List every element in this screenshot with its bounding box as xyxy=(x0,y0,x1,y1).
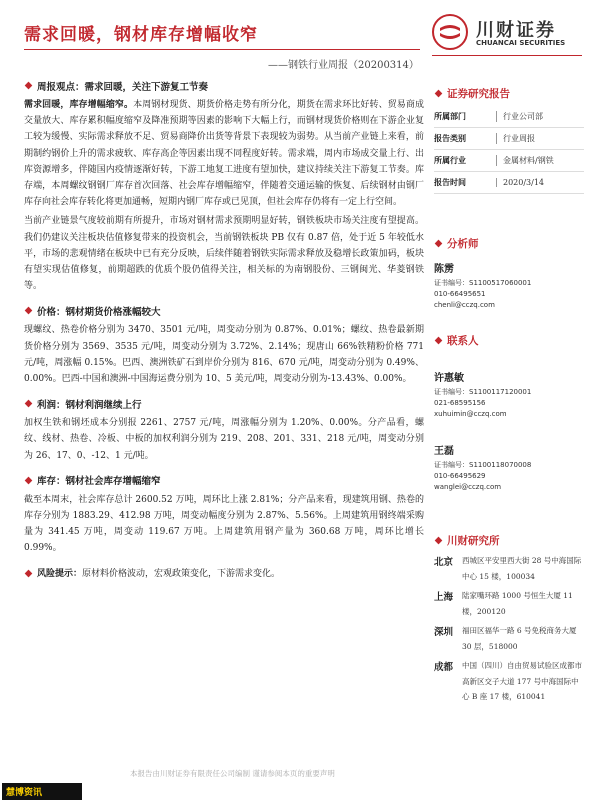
contact-email[interactable]: wanglei@cczq.com xyxy=(434,483,502,491)
office-text: 西城区平安里西大街 28 号中海国际中心 15 楼，100034 xyxy=(462,556,582,581)
inventory-paragraph: 截至本周末，社会库存总计 2600.52 万吨，周环比上涨 2.81%；分产品来看，现建筑用钢、热卷的库存分别为 1883.29、412.98 万吨，周变动幅度分别为 2.87%、5.56%。上周建筑用钢终端采购量为 341.45 万吨，周变动 119.67 万吨。上周建筑用钢产量为 360.68 万吨，周环比增长 0.99%。 xyxy=(24,494,424,554)
report-header xyxy=(0,0,600,90)
section-viewpoint-heading xyxy=(24,78,424,93)
office-address xyxy=(434,623,584,654)
offices-heading xyxy=(434,533,584,547)
office-text: 中国（四川）自由贸易试验区成都市高新区交子大道 177 号中海国际中心 B 座 17 楼，610041 xyxy=(462,661,582,701)
risk-label: 风险提示： xyxy=(37,568,83,579)
contact-name: 许惠敏 xyxy=(434,373,464,384)
logo-divider xyxy=(432,55,582,56)
contact-cert: 证书编号：S1100118070008 xyxy=(434,461,532,469)
contact-cert: 证书编号：S1100117120001 xyxy=(434,388,532,396)
contact-name: 王磊 xyxy=(434,446,454,457)
report-info-heading xyxy=(434,86,584,100)
diamond-bullet-icon xyxy=(24,306,33,315)
viewpoint-paragraph-1 xyxy=(24,97,424,210)
section-viewpoint-title: 周报观点：需求回暖，关注下游复工节奏 xyxy=(37,81,209,93)
logo-mark-icon xyxy=(432,14,468,50)
page-footer: 本报告由川财证券有限责任公司编制 谨请参阅本页的重要声明 xyxy=(130,769,335,778)
section-price-heading xyxy=(24,303,424,318)
report-info-title: 证券研究报告 xyxy=(447,87,510,100)
info-row xyxy=(434,150,584,172)
risk-paragraph xyxy=(24,566,424,582)
contact-card xyxy=(434,442,584,493)
diamond-bullet-icon xyxy=(434,536,443,545)
info-key: 所属行业 xyxy=(434,155,466,165)
main-content xyxy=(24,78,424,585)
analyst-title: 分析师 xyxy=(447,237,479,250)
info-row xyxy=(434,128,584,150)
contacts-heading xyxy=(434,333,584,347)
section-price-title: 价格：钢材期货价格涨幅较大 xyxy=(37,306,161,318)
analyst-card xyxy=(434,260,584,311)
analyst-email[interactable]: chenli@cczq.com xyxy=(434,301,495,309)
office-city: 上海 xyxy=(434,592,454,603)
diamond-bullet-icon xyxy=(24,399,33,408)
company-logo xyxy=(432,14,582,52)
viewpoint-body: 本周钢材现货、期货价格走势有所分化，期货在需求环比好转、贸易商成交量放大、库存累积幅度缩窄及降准预期等因素的影响下大幅上行，而钢材现货价格则在下游企业复工较为缓慢、实际需求释放不足、贸易商降价出货等背景下表现较为弱势。从当前产业链上来看，前期制约钢价上升的需求疲软、库存高企等因素出现不同程度好转。需求端，周内市场成交量上行、出库资源增多，伴随国内疫情逐渐好转，下游工地复工进度有望加快，建议持续关注下游复工节奏。库存端，本周螺纹钢钢厂库存首次回落、社会库存增幅缩窄，伴随着交通运输的恢复、后续钢材由钢厂库存向社会库存转化将更加通畅，短期内钢厂库存或已见顶，但社会库存仍将有一定上行空间。 xyxy=(24,100,424,208)
info-key: 报告类别 xyxy=(434,133,466,143)
risk-text: 原材料价格波动，宏观政策变化，下游需求变化。 xyxy=(82,568,281,579)
office-address xyxy=(434,588,584,619)
diamond-bullet-icon xyxy=(434,89,443,98)
analyst-phone: 010-66495651 xyxy=(434,290,486,298)
diamond-bullet-icon xyxy=(434,336,443,345)
section-profit-heading xyxy=(24,396,424,411)
contact-email[interactable]: xuhuimin@cczq.com xyxy=(434,410,507,418)
contact-card xyxy=(434,369,584,420)
diamond-bullet-icon xyxy=(24,476,33,485)
office-address xyxy=(434,658,584,705)
office-city: 北京 xyxy=(434,557,454,568)
office-address xyxy=(434,553,584,584)
info-key: 报告时间 xyxy=(434,177,466,187)
price-paragraph: 现螺纹、热卷价格分别为 3470、3501 元/吨，周变动分别为 0.87%、0.01%；螺纹、热卷最新期货价格分别为 3569、3535 元/吨，周变动分别为 3.72%、2.14%；现唐山 66%铁精粉价格 771 元/吨，周涨幅 0.15%。巴西、澳洲铁矿石到岸价分别为 816、670 元/吨，周变动分别为 0.49%、0.00%。巴西-中国和澳洲-中国海运费分别为 10、5 美元/吨，周变动分别为-13.43%、0.00%。 xyxy=(24,325,424,385)
title-divider xyxy=(24,49,420,50)
sidebar xyxy=(434,86,584,709)
info-value: 2020/3/14 xyxy=(496,178,544,187)
section-inventory-heading xyxy=(24,473,424,488)
offices-title: 川财研究所 xyxy=(447,534,500,547)
analyst-heading xyxy=(434,236,584,250)
profit-paragraph: 加权生铁和钢坯成本分别报 2261、2757 元/吨，周涨幅分别为 1.20%、0.00%。分产品看，螺纹、线材、热卷、冷板、中板的加权利润分别为 219、208、201、331、218 元/吨，周变动分别为 26、17、0、-12、1 元/吨。 xyxy=(24,418,424,461)
viewpoint-paragraph-2: 当前产业链景气度较前期有所提升，市场对钢材需求预期明显好转，钢铁板块市场关注度有望提高。我们仍建议关注板块估值修复带来的投资机会，当前钢铁板块 PB 仅有 0.87 倍，处于近 5 年较低水平，市场的悲观情绪在板块中已有充分反映，后续伴随着钢铁实际需求释放及稳增长政策加码，板块有望实现估值修复，前期超跌的优质个股仍值得关注，相关标的为南钢股份、三钢闽光、华菱钢铁等。 xyxy=(24,216,424,292)
report-subtitle: ——钢铁行业周报（20200314） xyxy=(268,60,419,71)
office-city: 成都 xyxy=(434,662,454,673)
logo-text-cn: 川财证券 xyxy=(476,20,556,41)
info-row xyxy=(434,172,584,194)
watermark-brand: 慧博资讯 xyxy=(2,783,82,800)
section-profit-title: 利润：钢材利润继续上行 xyxy=(37,399,142,411)
contact-phone: 010-66495629 xyxy=(434,472,486,480)
report-info-table xyxy=(434,106,584,194)
contacts-title: 联系人 xyxy=(447,334,479,347)
viewpoint-lead: 需求回暖，库存增幅缩窄。 xyxy=(24,100,134,110)
report-title: 需求回暖，钢材库存增幅收窄 xyxy=(24,25,258,45)
section-inventory-title: 库存：钢材社会库存增幅缩窄 xyxy=(37,476,161,488)
logo-text-en: CHUANCAI SECURITIES xyxy=(476,39,566,47)
diamond-bullet-icon xyxy=(24,569,33,578)
diamond-bullet-icon xyxy=(434,239,443,248)
info-row xyxy=(434,106,584,128)
office-city: 深圳 xyxy=(434,627,454,638)
info-key: 所属部门 xyxy=(434,111,466,121)
office-text: 福田区福华一路 6 号免税商务大厦 30 层，518000 xyxy=(462,626,577,651)
analyst-name: 陈雳 xyxy=(434,264,454,275)
analyst-cert: 证书编号：S1100517060001 xyxy=(434,279,532,287)
info-value: 金属材料/钢铁 xyxy=(496,155,554,166)
office-text: 陆家嘴环路 1000 号恒生大厦 11 楼，200120 xyxy=(462,591,573,616)
diamond-bullet-icon xyxy=(24,81,33,90)
info-value: 行业公司部 xyxy=(496,111,543,122)
contact-phone: 021-68595156 xyxy=(434,399,486,407)
info-value: 行业周报 xyxy=(496,133,535,144)
